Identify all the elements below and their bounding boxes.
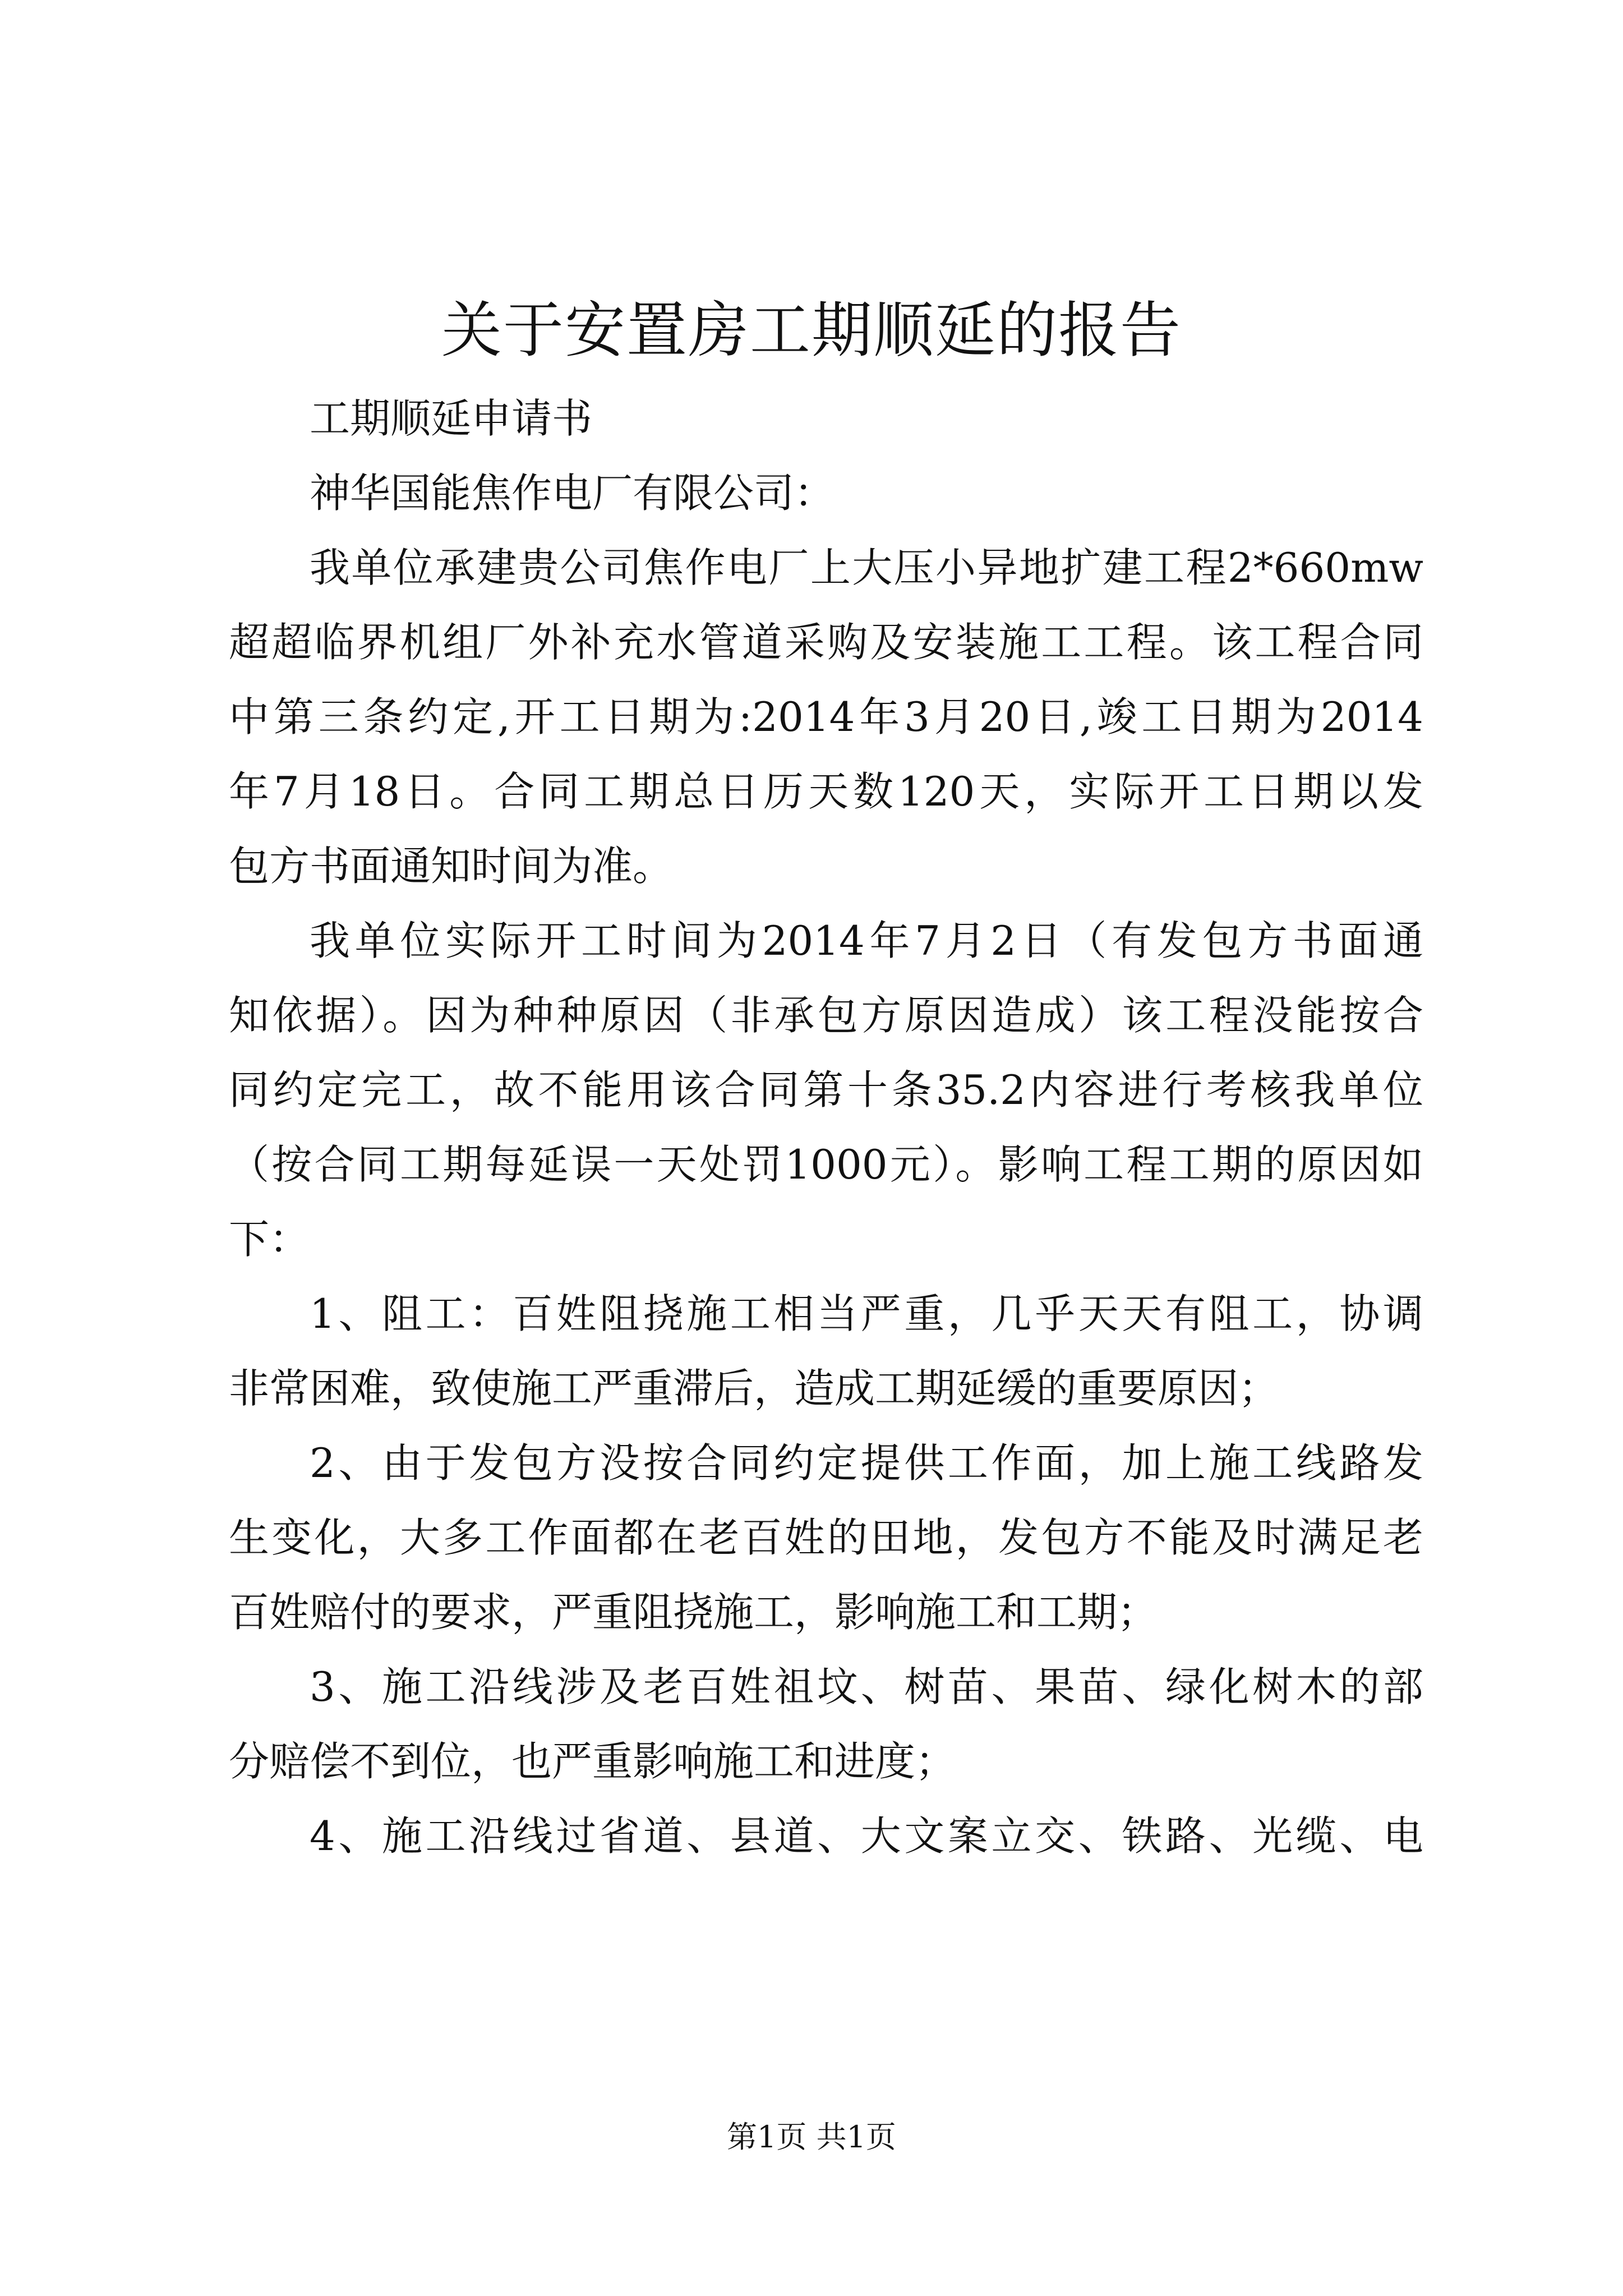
paragraph-2-line-2: 知依据）。因为种种原因（非承包方原因造成）该工程没能按合 bbox=[229, 992, 1423, 1039]
paragraph-2-line-3: 同约定完工，故不能用该合同第十条35.2内容进行考核我单位 bbox=[229, 1066, 1423, 1114]
paragraph-4-line-3: 百姓赔付的要求，严重阻挠施工，影响施工和工期； bbox=[229, 1589, 1158, 1636]
document-body bbox=[229, 381, 1423, 1874]
paragraph-5-line-1: 3、施工沿线涉及老百姓祖坟、树苗、果苗、绿化树木的部 bbox=[310, 1663, 1423, 1710]
page-number-footer: 第1页 共1页 bbox=[727, 2119, 896, 2155]
paragraph-3-line-2: 非常困难，致使施工严重滞后，造成工期延缓的重要原因； bbox=[229, 1365, 1279, 1412]
paragraph-1-line-2: 超超临界机组厂外补充水管道采购及安装施工工程。该工程合同 bbox=[229, 619, 1423, 666]
paragraph-2-line-1: 我单位实际开工时间为2014年7月2日（有发包方书面通 bbox=[310, 917, 1423, 964]
paragraph-2-line-4: （按合同工期每延误一天处罚1000元）。影响工程工期的原因如 bbox=[229, 1141, 1423, 1188]
heading-line: 工期顺延申请书 bbox=[310, 395, 593, 442]
document-title: 关于安置房工期顺延的报告 bbox=[441, 296, 1182, 366]
paragraph-1-line-1: 我单位承建贵公司焦作电厂上大压小异地扩建工程2*660mw bbox=[310, 544, 1423, 591]
paragraph-1-line-3: 中第三条约定,开工日期为:2014年3月20日,竣工日期为2014 bbox=[229, 693, 1423, 740]
salutation-line: 神华国能焦作电厂有限公司： bbox=[310, 470, 835, 517]
paragraph-6-line-1: 4、施工沿线过省道、县道、大文案立交、铁路、光缆、电 bbox=[310, 1812, 1423, 1860]
paragraph-4-line-1: 2、由于发包方没按合同约定提供工作面，加上施工线路发 bbox=[310, 1439, 1423, 1487]
paragraph-1-line-4: 年7月18日。合同工期总日历天数120天，实际开工日期以发 bbox=[229, 768, 1423, 815]
paragraph-3-line-1: 1、阻工：百姓阻挠施工相当严重，几乎天天有阻工，协调 bbox=[310, 1290, 1423, 1337]
paragraph-2-line-5: 下： bbox=[229, 1216, 310, 1263]
paragraph-4-line-2: 生变化，大多工作面都在老百姓的田地，发包方不能及时满足老 bbox=[229, 1514, 1423, 1561]
paragraph-1-line-5: 包方书面通知时间为准。 bbox=[229, 843, 674, 890]
paragraph-5-line-2: 分赔偿不到位，也严重影响施工和进度； bbox=[229, 1738, 956, 1785]
